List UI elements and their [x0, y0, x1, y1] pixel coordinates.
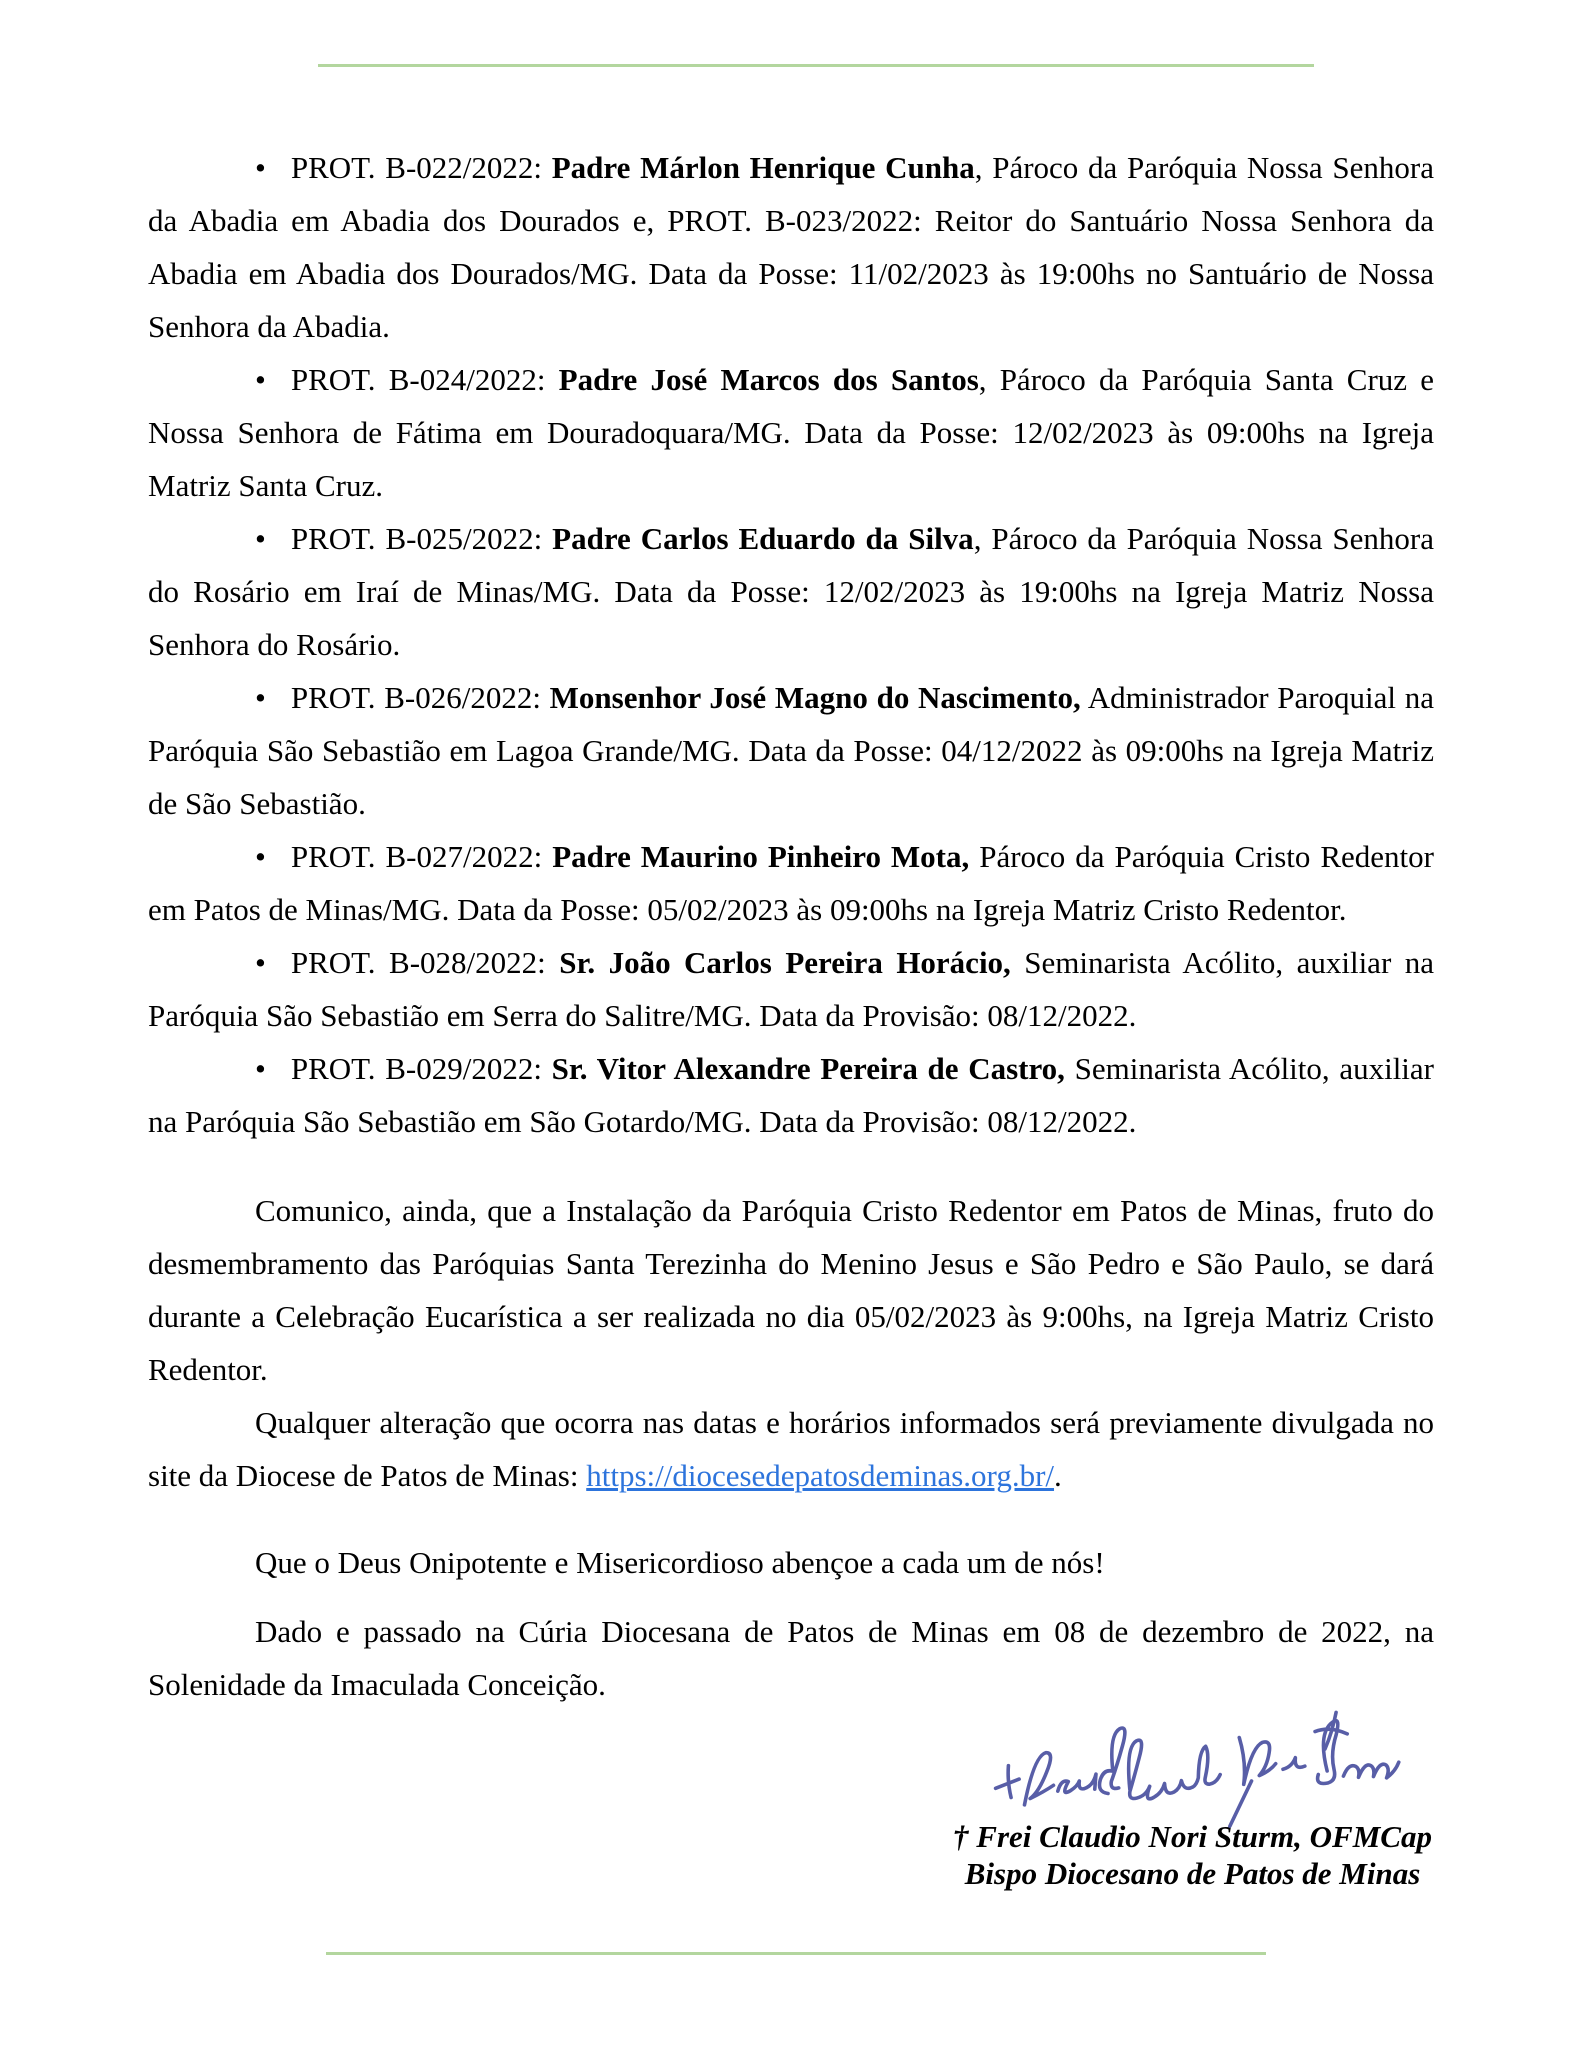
text-run: PROT. B-024/2022:	[290, 362, 559, 397]
text-run: Que o Deus Onipotente e Misericordioso abençoe a cada um de nós!	[255, 1545, 1105, 1580]
text-run: , Pároco da Paróquia Santa Cruz e Nossa Senhora de Fátima em Douradoquara/MG. Data da Posse: 12/02/2023 às 09:00hs na Igreja Matriz Santa Cruz.	[148, 362, 1434, 503]
bullet-icon: •	[255, 945, 266, 980]
website-link[interactable]: https://diocesedepatosdeminas.org.br/	[586, 1458, 1055, 1493]
paragraph	[148, 1184, 1434, 1396]
header-rule	[318, 64, 1314, 67]
bullet-icon: •	[255, 680, 266, 715]
paragraph	[148, 1396, 1434, 1502]
bold-name-text: Padre Carlos Eduardo da Silva	[552, 521, 974, 556]
bullet-item	[148, 353, 1434, 512]
paragraph	[148, 1605, 1434, 1711]
text-run: PROT. B-026/2022:	[290, 680, 550, 715]
bullet-icon: •	[255, 150, 266, 185]
text-run: PROT. B-025/2022:	[290, 521, 553, 556]
footer-rule	[326, 1952, 1266, 1955]
paragraph	[148, 1536, 1434, 1589]
document-body	[148, 141, 1434, 1711]
bullet-item	[148, 671, 1434, 830]
signatory-title: Bispo Diocesano de Patos de Minas	[964, 1856, 1421, 1891]
bullet-icon: •	[255, 839, 266, 874]
bullet-item	[148, 141, 1434, 353]
bullet-item	[148, 512, 1434, 671]
text-run: .	[1054, 1458, 1062, 1493]
handwritten-signature-icon	[980, 1701, 1406, 1843]
bold-name-text: Sr. Vitor Alexandre Pereira de Castro,	[551, 1051, 1065, 1086]
text-run: PROT. B-027/2022:	[290, 839, 553, 874]
text-run: Dado e passado na Cúria Diocesana de Patos de Minas em 08 de dezembro de 2022, na Solenidade da Imaculada Conceição.	[148, 1614, 1434, 1702]
bullet-item	[148, 830, 1434, 936]
bold-name-text: Padre Maurino Pinheiro Mota,	[552, 839, 970, 874]
bold-name-text: Padre José Marcos dos Santos	[558, 362, 979, 397]
text-run: Pároco da Paróquia Cristo Redentor em Patos de Minas/MG. Data da Posse: 05/02/2023 às 09:00hs na Igreja Matriz Cristo Redentor.	[148, 839, 1434, 927]
signatory-name: † Frei Claudio Nori Sturm, OFMCap	[953, 1819, 1432, 1854]
text-run: PROT. B-022/2022:	[290, 150, 552, 185]
signature-block	[935, 1712, 1450, 1892]
bold-name-text: Monsenhor José Magno do Nascimento,	[549, 680, 1081, 715]
text-run: , Pároco da Paróquia Nossa Senhora do Rosário em Iraí de Minas/MG. Data da Posse: 12/02/2023 às 19:00hs na Igreja Matriz Nossa Senhora do Rosário.	[148, 521, 1434, 662]
text-run: PROT. B-029/2022:	[290, 1051, 552, 1086]
text-run: Seminarista Acólito, auxiliar na Paróquia São Sebastião em Serra do Salitre/MG. Data da Provisão: 08/12/2022.	[148, 945, 1434, 1033]
text-run: Seminarista Acólito, auxiliar na Paróquia São Sebastião em São Gotardo/MG. Data da Provisão: 08/12/2022.	[148, 1051, 1435, 1139]
text-run: Administrador Paroquial na Paróquia São Sebastião em Lagoa Grande/MG. Data da Posse: 04/12/2022 às 09:00hs na Igreja Matriz de São Sebastião.	[148, 680, 1434, 821]
text-run: Comunico, ainda, que a Instalação da Paróquia Cristo Redentor em Patos de Minas, fruto do desmembramento das Paróquias Santa Terezinha do Menino Jesus e São Pedro e São Paulo, se dará durante a Celebração Eucarística a ser realizada no dia 05/02/2023 às 9:00hs, na Igreja Matriz Cristo Redentor.	[148, 1193, 1434, 1387]
bullet-icon: •	[255, 521, 266, 556]
bullet-item	[148, 1042, 1434, 1148]
text-run: Qualquer alteração que ocorra nas datas e horários informados será previamente divulgada no site da Diocese de Patos de Minas:	[148, 1405, 1434, 1493]
bold-name-text: Sr. João Carlos Pereira Horácio,	[559, 945, 1011, 980]
bullet-item	[148, 936, 1434, 1042]
text-run: PROT. B-028/2022:	[290, 945, 560, 980]
bullet-icon: •	[255, 1051, 266, 1086]
bullet-icon: •	[255, 362, 266, 397]
text-run: , Pároco da Paróquia Nossa Senhora da Abadia em Abadia dos Dourados e, PROT. B-023/2022: Reitor do Santuário Nossa Senhora da Abadia em Abadia dos Dourados/MG. Data da Posse: 11/02/2023 às 19:00hs no Santuário de Nossa Senhora da Abadia.	[148, 150, 1434, 344]
bold-name-text: Padre Márlon Henrique Cunha	[551, 150, 975, 185]
